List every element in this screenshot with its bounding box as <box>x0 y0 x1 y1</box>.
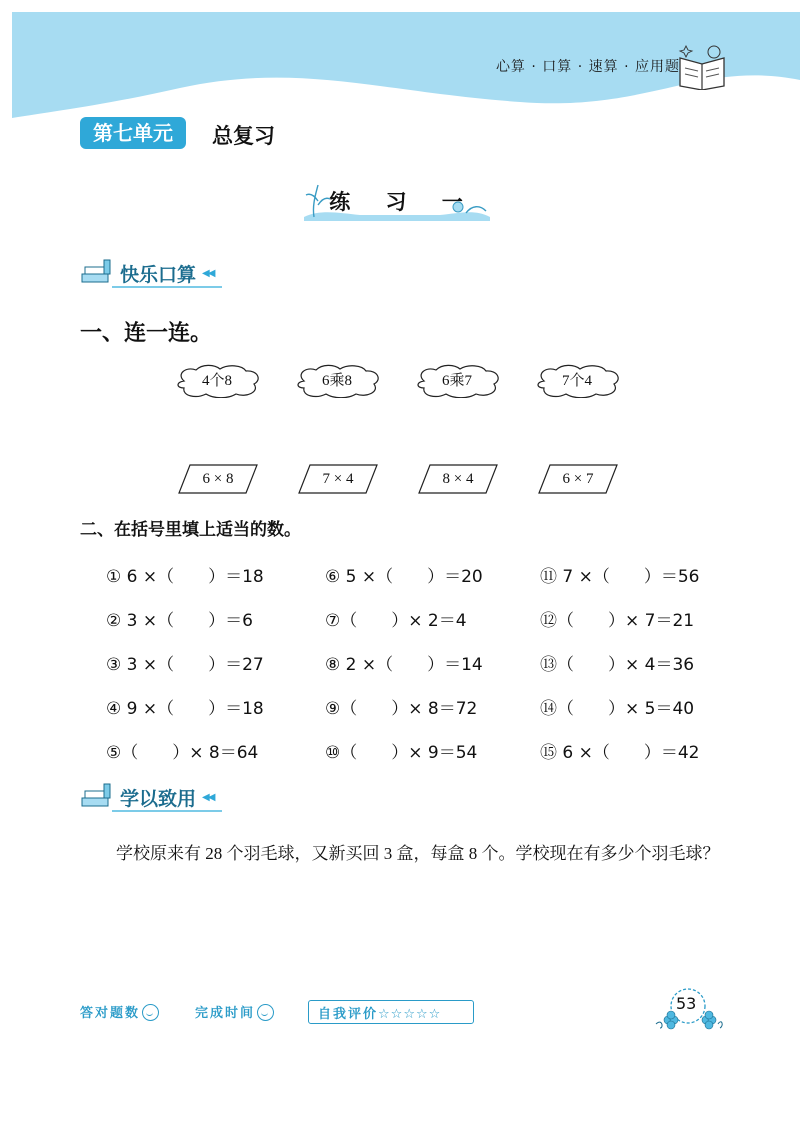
books-icon <box>80 782 116 812</box>
fill-blank-item[interactable]: ⑪ 7 ×（ ）＝56 <box>540 567 700 587</box>
section-heading-application <box>80 782 230 812</box>
double-triangle-icon: ◀◀ <box>202 792 214 803</box>
fill-blank-item[interactable]: ④ 9 ×（ ）＝18 <box>106 699 264 719</box>
cloud-card[interactable] <box>534 364 620 398</box>
expression-text: 7 × 4 <box>322 471 354 487</box>
smiley-icon <box>142 1004 159 1021</box>
cloud-card[interactable] <box>414 364 500 398</box>
word-problem-text: 学校原来有 28 个羽毛球，又新买回 3 盒，每盒 8 个。学校现在有多少个羽毛球？ <box>116 844 720 863</box>
cloud-text: 7个4 <box>561 373 592 389</box>
cloud-card[interactable] <box>174 364 260 398</box>
completion-time-label: 完成时间 <box>195 1006 256 1021</box>
books-icon <box>80 258 116 288</box>
expression-text: 6 × 7 <box>562 471 594 487</box>
expression-card[interactable] <box>538 464 618 494</box>
self-eval-field <box>318 1003 441 1022</box>
rating-stars[interactable]: ☆☆☆☆☆ <box>378 1007 442 1022</box>
question1-title: 一、连一连。 <box>80 321 213 346</box>
fill-blank-item[interactable]: ⑫（ ）× 7＝21 <box>540 611 695 631</box>
fill-blank-item[interactable]: ⑮ 6 ×（ ）＝42 <box>540 743 700 763</box>
smiley-icon <box>257 1004 274 1021</box>
completion-time-field[interactable] <box>195 1002 274 1021</box>
fill-blank-item[interactable]: ⑨（ ）× 8＝72 <box>325 699 478 719</box>
cloud-text: 4个8 <box>201 373 232 389</box>
fill-blank-item[interactable]: ⑧ 2 ×（ ）＝14 <box>325 655 483 675</box>
expression-card[interactable] <box>178 464 258 494</box>
fill-blank-item[interactable]: ③ 3 ×（ ）＝27 <box>106 655 264 675</box>
section-underline <box>112 286 222 288</box>
fill-blank-item[interactable]: ⑤（ ）× 8＝64 <box>106 743 259 763</box>
header-tagline: 心算 · 口算 · 速算 · 应用题 <box>495 59 680 75</box>
cloud-text: 6乘7 <box>441 373 472 389</box>
exercise-title: 练 习 一 <box>329 190 477 214</box>
section-label: 快乐口算 <box>120 264 197 286</box>
fill-blank-item[interactable]: ⑦（ ）× 2＝4 <box>325 611 467 631</box>
unit-title: 总复习 <box>212 124 275 148</box>
page-number: 53 <box>676 994 697 1013</box>
correct-count-field[interactable] <box>80 1002 159 1021</box>
open-book-icon <box>676 42 728 90</box>
unit-badge: 第七单元 <box>80 117 186 149</box>
section-underline <box>112 810 222 812</box>
fill-blank-item[interactable]: ⑬（ ）× 4＝36 <box>540 655 695 675</box>
expression-text: 8 × 4 <box>442 471 474 487</box>
fill-blank-item[interactable]: ② 3 ×（ ）＝6 <box>106 611 253 631</box>
expression-card[interactable] <box>418 464 498 494</box>
section-heading-mental-math <box>80 258 230 288</box>
fill-blank-item[interactable]: ① 6 ×（ ）＝18 <box>106 567 264 587</box>
expression-text: 6 × 8 <box>202 471 234 487</box>
self-eval-label: 自我评价 <box>318 1007 379 1022</box>
cloud-card[interactable] <box>294 364 380 398</box>
fill-blank-item[interactable]: ⑭（ ）× 5＝40 <box>540 699 695 719</box>
fill-blank-item[interactable]: ⑥ 5 ×（ ）＝20 <box>325 567 483 587</box>
expression-card[interactable] <box>298 464 378 494</box>
section-label: 学以致用 <box>120 788 197 810</box>
cloud-text: 6乘8 <box>321 373 352 389</box>
question2-title: 二、在括号里填上适当的数。 <box>80 520 301 540</box>
correct-count-label: 答对题数 <box>80 1006 141 1021</box>
fill-blank-item[interactable]: ⑩（ ）× 9＝54 <box>325 743 478 763</box>
double-triangle-icon: ◀◀ <box>202 268 214 279</box>
